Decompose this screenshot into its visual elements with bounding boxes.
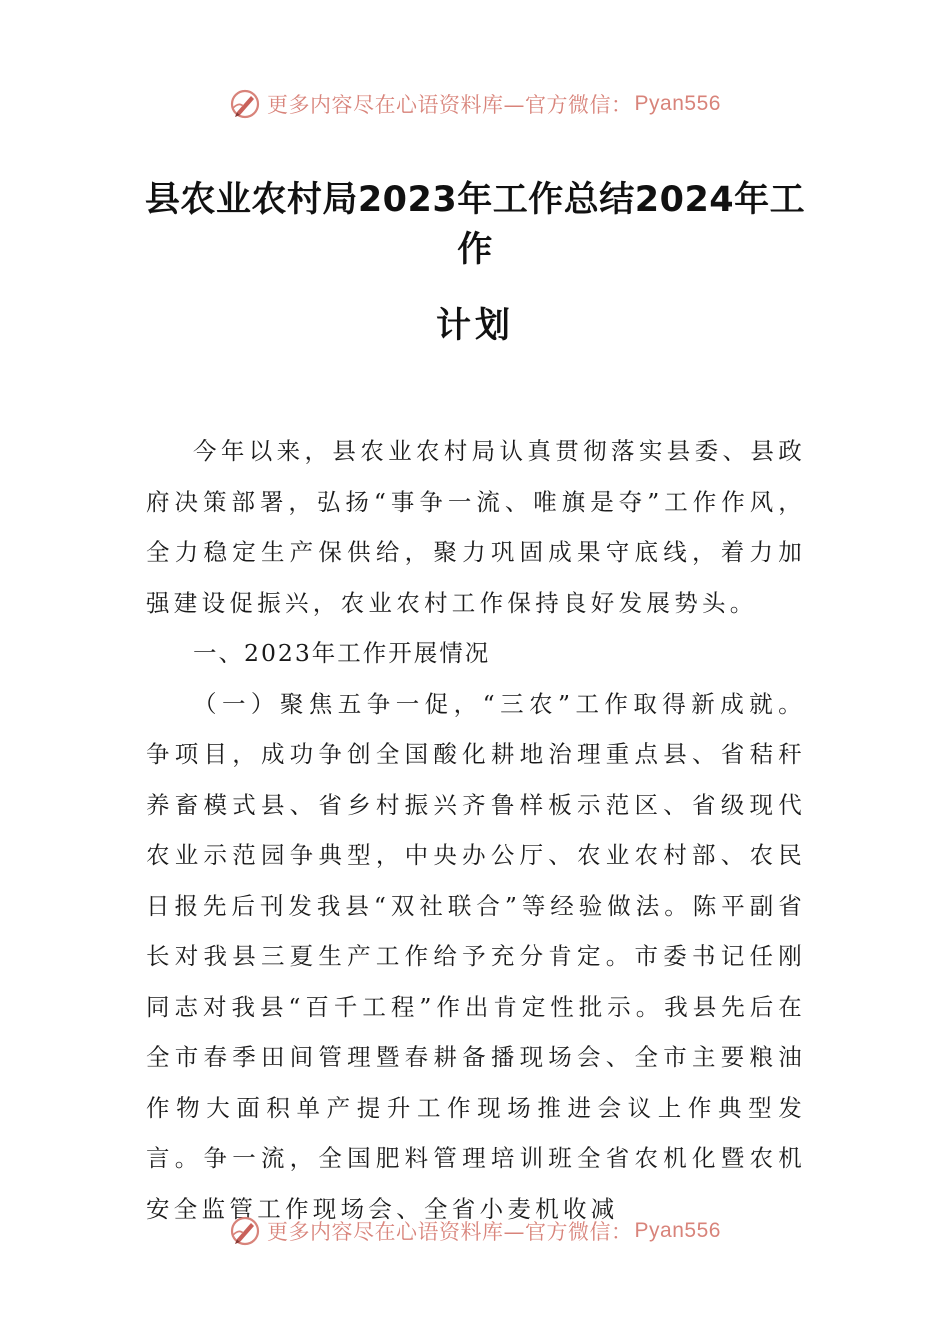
watermark-text: 更多内容尽在心语资料库—官方微信： [267, 1220, 633, 1244]
watermark-top [0, 84, 950, 124]
watermark-wechat-id: Pyan556 [634, 92, 721, 115]
document-title-line-2: 计划 [435, 306, 514, 346]
watermark-text: 更多内容尽在心语资料库—官方微信： [267, 93, 633, 117]
paragraph-achievements: （一）聚焦五争一促，“三农”工作取得新成就。争项目，成功争创全国酸化耕地治理重点县、省秸秆养畜模式县、省乡村振兴齐鲁样板示范区、省级现代农业示范园争典型，中央办公厅、农业农村部、农民日报先后刊发我县“双社联合”等经验做法。陈平副省长对我县三夏生产工作给予充分肯定。市委书记任刚同志对我县“百千工程”作出肯定性批示。我县先后在全市春季田间管理暨春耕备播现场会、全市主要粮油作物大面积单产提升工作现场推进会议上作典型发言。争一流，全国肥料管理培训班全省农机化暨农机安全监管工作现场会、全省小麦机收减 [146, 689, 806, 1223]
document-title-line-1: 县农业农村局2023年工作总结2024年工作 [144, 180, 806, 270]
watermark-wechat-id: Pyan556 [634, 1219, 721, 1242]
paragraph-intro: 今年以来，县农业农村局认真贯彻落实县委、县政府决策部署，弘扬“事争一流、唯旗是夺”工作作风，全力稳定生产保供给，聚力巩固成果守底线，着力加强建设促振兴，农业农村工作保持良好发展势头。 [146, 437, 806, 617]
pen-logo-icon [229, 1215, 261, 1247]
watermark-bottom [0, 1211, 950, 1251]
pen-logo-icon [229, 88, 261, 120]
document-body [146, 426, 806, 1234]
section-heading: 一、2023年工作开展情况 [193, 639, 491, 667]
